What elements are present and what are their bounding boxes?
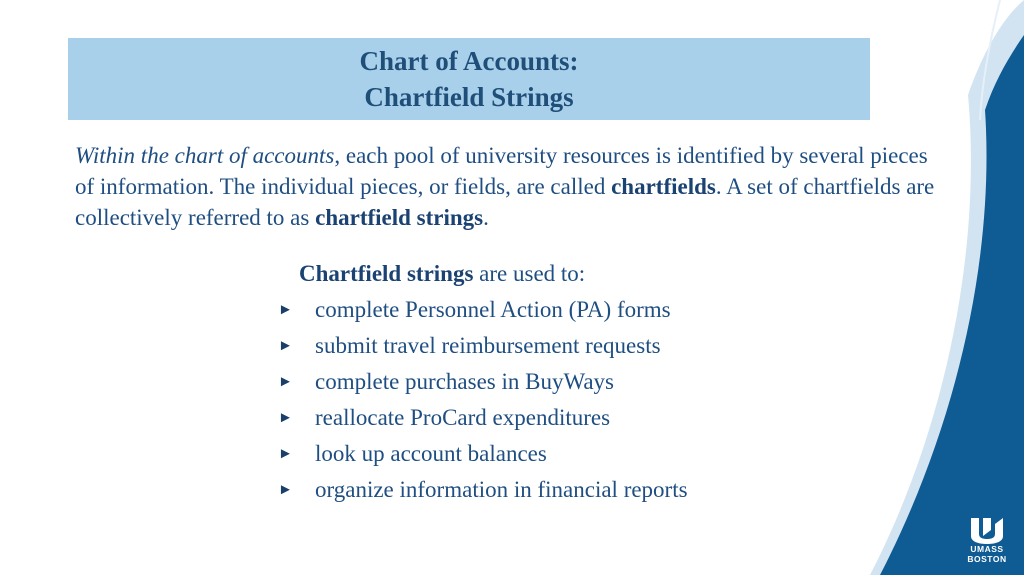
triangle-right-icon: ► (278, 409, 293, 426)
triangle-right-icon: ► (278, 481, 293, 498)
list-item-text: complete purchases in BuyWays (315, 369, 614, 394)
list-item-text: organize information in financial reports (315, 477, 688, 502)
intro-paragraph (75, 140, 935, 233)
list-item-text: look up account balances (315, 441, 547, 466)
uses-heading-bold: Chartfield strings (299, 261, 474, 286)
uses-heading (299, 259, 585, 289)
triangle-right-icon: ► (278, 445, 293, 462)
list-item (278, 436, 688, 472)
swoosh-dark-band (880, 35, 1024, 575)
triangle-right-icon: ► (278, 301, 293, 318)
intro-text-1: , each pool of university resources is identified by several pieces of information. The individual pieces, or fields, are called (75, 143, 928, 199)
term-chartfield-strings: chartfield strings (315, 205, 484, 230)
title-line-2: Chartfield Strings (364, 82, 574, 112)
list-item (278, 328, 688, 364)
list-item-text: complete Personnel Action (PA) forms (315, 297, 671, 322)
logo-text-line-1: UMASS (970, 544, 1004, 554)
umass-boston-logo (958, 514, 1016, 570)
logo-text-line-2: BOSTON (967, 554, 1007, 564)
umass-logo-mark-icon (967, 514, 1007, 544)
intro-italic-phrase: Within the chart of accounts (75, 143, 335, 168)
title-line-1: Chart of Accounts: (359, 46, 579, 76)
uses-heading-text: are used to: (473, 261, 586, 286)
list-item-text: reallocate ProCard expenditures (315, 405, 611, 430)
triangle-right-icon: ► (278, 373, 293, 390)
uses-list (278, 292, 688, 508)
list-item (278, 400, 688, 436)
list-item-text: submit travel reimbursement requests (315, 333, 661, 358)
list-item (278, 364, 688, 400)
intro-text-3: . (483, 205, 489, 230)
list-item (278, 292, 688, 328)
triangle-right-icon: ► (278, 337, 293, 354)
title-banner (68, 38, 870, 120)
intro-text-2: . A set of chartfields are collectively referred to as (75, 174, 935, 230)
list-item (278, 472, 688, 508)
term-chartfields: chartfields (611, 174, 716, 199)
